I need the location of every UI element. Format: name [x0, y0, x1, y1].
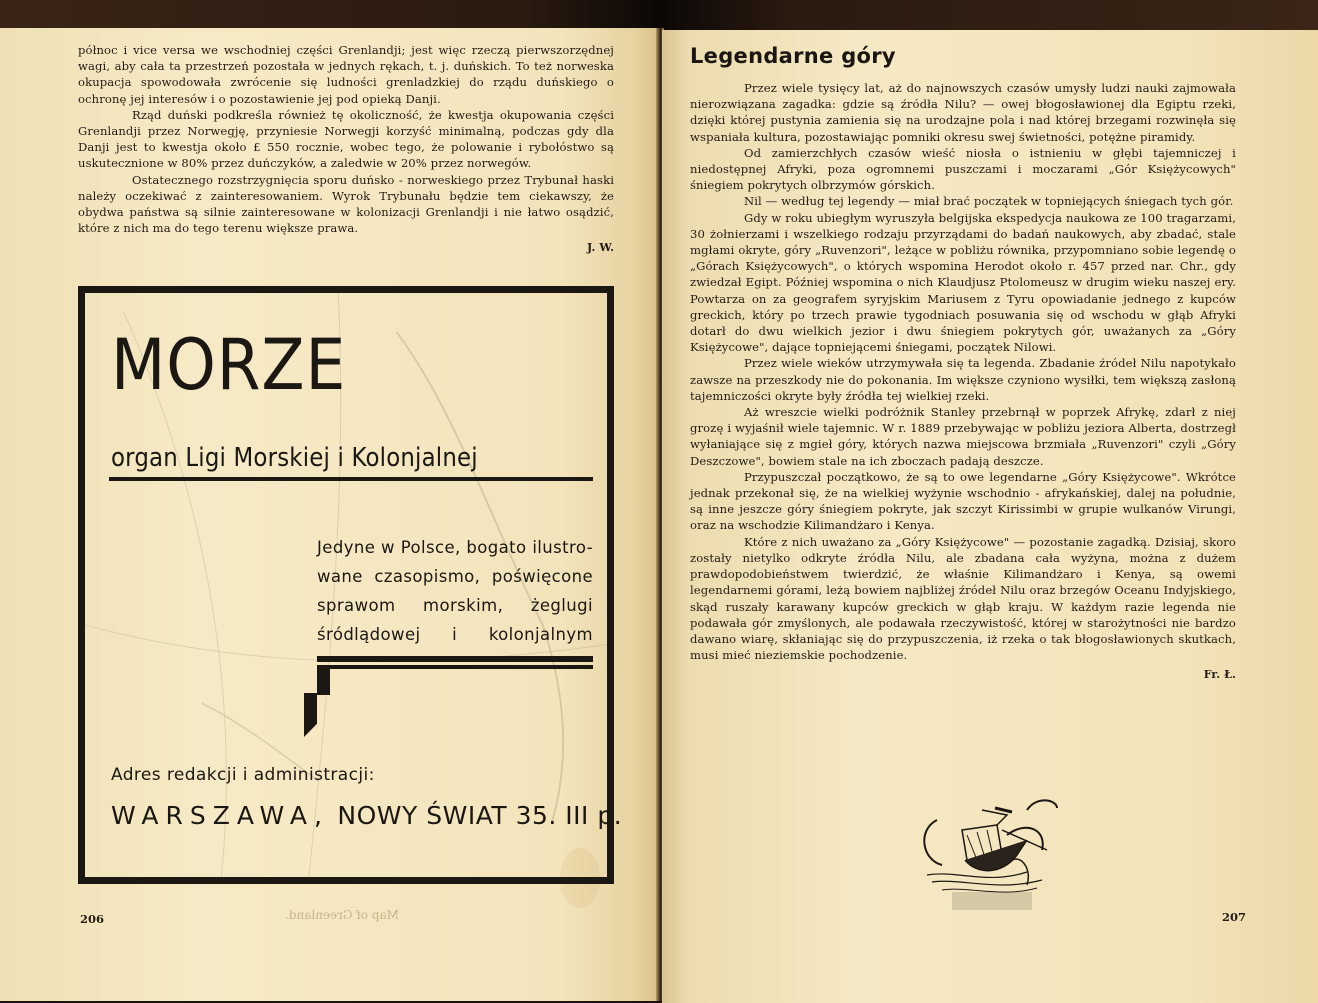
- ad-description-line: wane czasopismo, poświęcone: [317, 567, 593, 586]
- ad-address-city: WARSZAWA,: [111, 801, 329, 830]
- morze-advertisement: [78, 286, 623, 884]
- sailing-ship-illustration: [907, 790, 1087, 910]
- ad-description-line: śródlądowej i kolonjalnym: [317, 625, 593, 644]
- ad-decorative-rule: [317, 665, 593, 669]
- ad-decorative-step: [317, 669, 330, 695]
- page-number: 207: [1222, 910, 1247, 924]
- ad-subtitle-rule: [109, 477, 593, 481]
- ad-decorative-step: [304, 693, 317, 737]
- ad-address: [111, 801, 622, 830]
- paragraph: Od zamierzchłych czasów wieść niosła o istnieniu w głębi tajemniczej i niedostępnej Afryki, poza ogromnemi puszczami i moczarami „Gór Księżycowych" śniegiem pokrytych olbrzymów górskich.: [690, 145, 1236, 193]
- paragraph: Przez wiele wieków utrzymywała się ta legenda. Zbadanie źródeł Nilu napotykało zawsze na przeszkody nie do pokonania. Im większe czyniono wysiłki, tem większą zasłoną tajemniczości okryte były źródła tej wielkiej rzeki.: [690, 356, 1236, 403]
- author-signature: Fr. Ł.: [1203, 668, 1236, 682]
- ad-subtitle: organ Ligi Morskiej i Kolonjalnej: [111, 443, 478, 473]
- paragraph: Nil — według tej legendy — miał brać początek w topniejących śniegach tych gór.: [744, 194, 1234, 209]
- bleedthrough-caption: Map of Greenland.: [285, 908, 399, 922]
- ad-decorative-rule: [317, 656, 593, 662]
- paragraph: Które z nich uważano za „Góry Księżycowe" — pozostanie zagadką. Dzisiaj, skoro zostały nietylko odkryte źródła Nilu, ale zbadana cała wyżyna, można z dużem prawdopodobieństwem twierdzić, że właśnie Kilimandżaro i Kenya, są owemi legendarnemi górami, leżą bowiem najbliżej źródeł Nilu oraz brzegów Oceanu Indyjskiego, skąd ruszały karawany kupców greckich w głąb kraju. W każdym razie legenda nie podawała gór zmyślonych, ale podawała rzeczywistość, której w starożytności nie bardzo dawano wiarę, skłaniając się do przypuszczenia, iż rzeka o tak błogosławionych skutkach, musi mieć nieziemskie pochodzenie.: [690, 534, 1236, 663]
- ad-title: MORZE: [111, 324, 347, 406]
- paragraph: Przypuszczał początkowo, że są to owe legendarne „Góry Księżycowe". Wkrótce jednak przekonał się, że na wielkiej wyżynie wschodnio - afrykańskiej, dalej na południe, są inne jeszcze góry śniegiem pokryte, jak szczyt Kirissimbi w grupie wulkanów Virungi, oraz na wschodzie Kilimandżaro i Kenya.: [690, 469, 1236, 533]
- paragraph: Rząd duński podkreśla również tę okoliczność, że kwestja okupowania części Grenlandji przez Norwegję, przyniesie Norwegji korzyść minimalną, podczas gdy dla Danji jest to kwestja około £ 550 rocznie, wobec tego, że polowanie i rybołóstwo są uskutecznione w 80% przez duńczyków, a zaledwie w 20% przez norwegów.: [78, 107, 614, 171]
- paragraph: Gdy w roku ubiegłym wyruszyła belgijska ekspedycja naukowa ze 100 tragarzami, 30 żołnierzami i wszelkiego rodzaju przyrządami do badań naukowych, aby zbadać, stale mgłami okryte, góry „Ruvenzori", leżące w pobliżu równika, przypomniano sobie legendę o „Górach Księżycowych", o których wspomina Herodot około r. 457 przed nar. Chr., gdy zwiedzał Egipt. Później wspomina o nich Klaudjusz Ptolomeusz w drugim wieku naszej ery. Powtarza on za geografem syryjskim Mariusem z Tyru opowiadanie jednego z kupców greckich, który po trzech prawie tygodniach posuwania się od wschodu w głąb Afryki dotarł do dwu wielkich jezior i dwu śniegiem pokrytych gór, uważanych za „Góry Księżycowe", dające topniejącemi śniegami, początek Nilowi.: [690, 210, 1236, 355]
- ad-description: [317, 533, 593, 649]
- ad-description-line: sprawom morskim, żeglugi: [317, 596, 593, 615]
- left-article-text: [78, 42, 614, 257]
- ad-address-street: NOWY ŚWIAT 35. III p.: [337, 801, 623, 830]
- article-title: Legendarne góry: [690, 44, 896, 68]
- paragraph: Przez wiele tysięcy lat, aż do najnowszych czasów umysły ludzi nauki zajmowała nierozwiązana zagadka: gdzie są źródła Nilu? — owej błogosławionej dla Egiptu rzeki, dzięki której pustynia zamienia się na urodzajne pola i nad której brzegami rozwinęła się wspaniała kultura, pozostawiając pomniki okresu swej świetności, potężne piramidy.: [690, 81, 1236, 144]
- paragraph: Aż wreszcie wielki podróżnik Stanley przebrnął w poprzek Afrykę, zdarł z niej grozę i wyjaśnił wiele tajemnic. W r. 1889 przebywając w pobliżu jeziora Alberta, dostrzegł wyłaniające się z mgieł góry, których nazwa miejscowa brzmiała „Ruvenzori" czyli „Góry Deszczowe", bowiem stale na ich zboczach padają deszcze.: [690, 405, 1236, 468]
- left-page: [0, 28, 660, 1001]
- page-number: 206: [80, 912, 105, 926]
- paragraph: północ i vice versa we wschodniej części Grenlandji; jest więc rzeczą pierwszorzędnej wagi, aby cała ta przestrzeń pozostała w jednych rękach, t. j. duńskich. To też norweska okupacja spowodowała zwrócenie się ludności grenladzkiej do rządu duńskiego o ochronę jej interesów i o pozostawienie jej pod opieką Danji.: [78, 43, 614, 106]
- book-top-shadow: [0, 0, 1318, 30]
- ad-address-label: Adres redakcji i administracji:: [111, 765, 375, 785]
- right-page: [662, 30, 1318, 1003]
- ad-description-line: Jedyne w Polsce, bogato ilustro-: [317, 538, 593, 557]
- author-signature: J. W.: [587, 241, 614, 255]
- paragraph: Ostatecznego rozstrzygnięcia sporu duńsko - norweskiego przez Trybunał haski należy oczekiwać z zainteresowaniem. Wyrok Trybunału będzie tem ciekawszy, że obydwa państwa są silnie zainteresowane w kolonizacji Grenlandji i nie łatwo osądzić, które z nich ma do tego terenu większe prawa.: [78, 172, 614, 236]
- right-article-text: [690, 80, 1236, 684]
